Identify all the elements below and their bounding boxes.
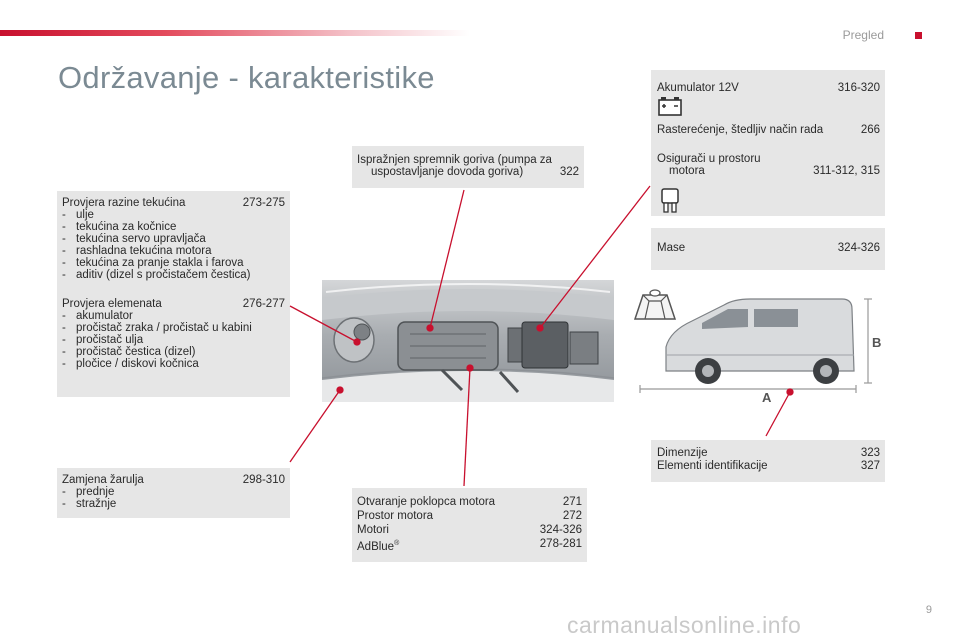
list-item: - ulje	[62, 209, 285, 221]
bulbs-heading: Zamjena žarulja	[62, 474, 144, 486]
element-check-pages: 276-277	[242, 298, 285, 310]
bonnet-row-pages: 324-326	[539, 524, 582, 536]
eco-pages: 266	[860, 124, 880, 136]
bonnet-row-label: Otvaranje poklopca motora	[357, 496, 496, 508]
fuse-line-2: motora	[669, 165, 705, 177]
mass-label: Mase	[657, 242, 686, 254]
eco-label: Rasterećenje, štedljiv način rada	[657, 124, 824, 136]
bonnet-row-pages: 271	[562, 496, 582, 508]
fluid-check-pages: 273-275	[242, 197, 285, 209]
mass-pages: 324-326	[837, 242, 880, 254]
bulbs-pages: 298-310	[242, 474, 285, 486]
bonnet-row-label: Prostor motora	[357, 510, 434, 522]
watermark: carmanualsonline.info	[567, 612, 802, 638]
adblue-label: AdBlue	[357, 540, 395, 553]
list-item: - pločice / diskovi kočnica	[62, 358, 285, 370]
battery-pages: 316-320	[837, 82, 880, 94]
list-item: - prednje	[62, 486, 285, 498]
fuse-pages: 311-312, 315	[813, 165, 880, 177]
list-item: - pročistač zraka / pročistač u kabini	[62, 322, 285, 334]
list-item: - tekućina za pranje stakla i farova	[62, 257, 285, 269]
page-title: Održavanje - karakteristike	[58, 60, 435, 95]
list-item: - pročistač ulja	[62, 334, 285, 346]
dimensions-row-pages: 323	[860, 447, 880, 459]
dimensions-row-label: Elementi identifikacije	[657, 460, 768, 472]
adblue-pages: 278-281	[539, 538, 582, 550]
bonnet-row-pages: 272	[562, 510, 582, 522]
element-check-heading: Provjera elemenata	[62, 298, 162, 310]
registered-mark: ®	[394, 540, 400, 547]
battery-label: Akumulator 12V	[657, 82, 739, 94]
fuel-pages: 322	[559, 166, 579, 178]
list-item: - aditiv (dizel s pročistačem čestica)	[62, 269, 285, 281]
list-item: - tekućina za kočnice	[62, 221, 285, 233]
section-label: Pregled	[842, 28, 884, 42]
list-item: - tekućina servo upravljača	[62, 233, 285, 245]
list-item: - stražnje	[62, 498, 285, 510]
dimension-a-label: A	[762, 390, 772, 405]
dimension-b-label: B	[872, 335, 882, 350]
fuse-line-1: Osigurači u prostoru	[657, 153, 761, 165]
list-item: - akumulator	[62, 310, 285, 322]
dimensions-row-label: Dimenzije	[657, 447, 708, 459]
fluid-check-heading: Provjera razine tekućina	[62, 197, 186, 209]
list-item: - pročistač čestica (dizel)	[62, 346, 285, 358]
page-number: 9	[925, 604, 932, 616]
fuel-line-1: Ispražnjen spremnik goriva (pumpa za	[357, 154, 552, 166]
dimensions-row-pages: 327	[860, 460, 880, 472]
fuel-line-2: uspostavljanje dovoda goriva)	[371, 166, 524, 178]
bonnet-row-label: Motori	[357, 524, 389, 536]
list-item: - rashladna tekućina motora	[62, 245, 285, 257]
